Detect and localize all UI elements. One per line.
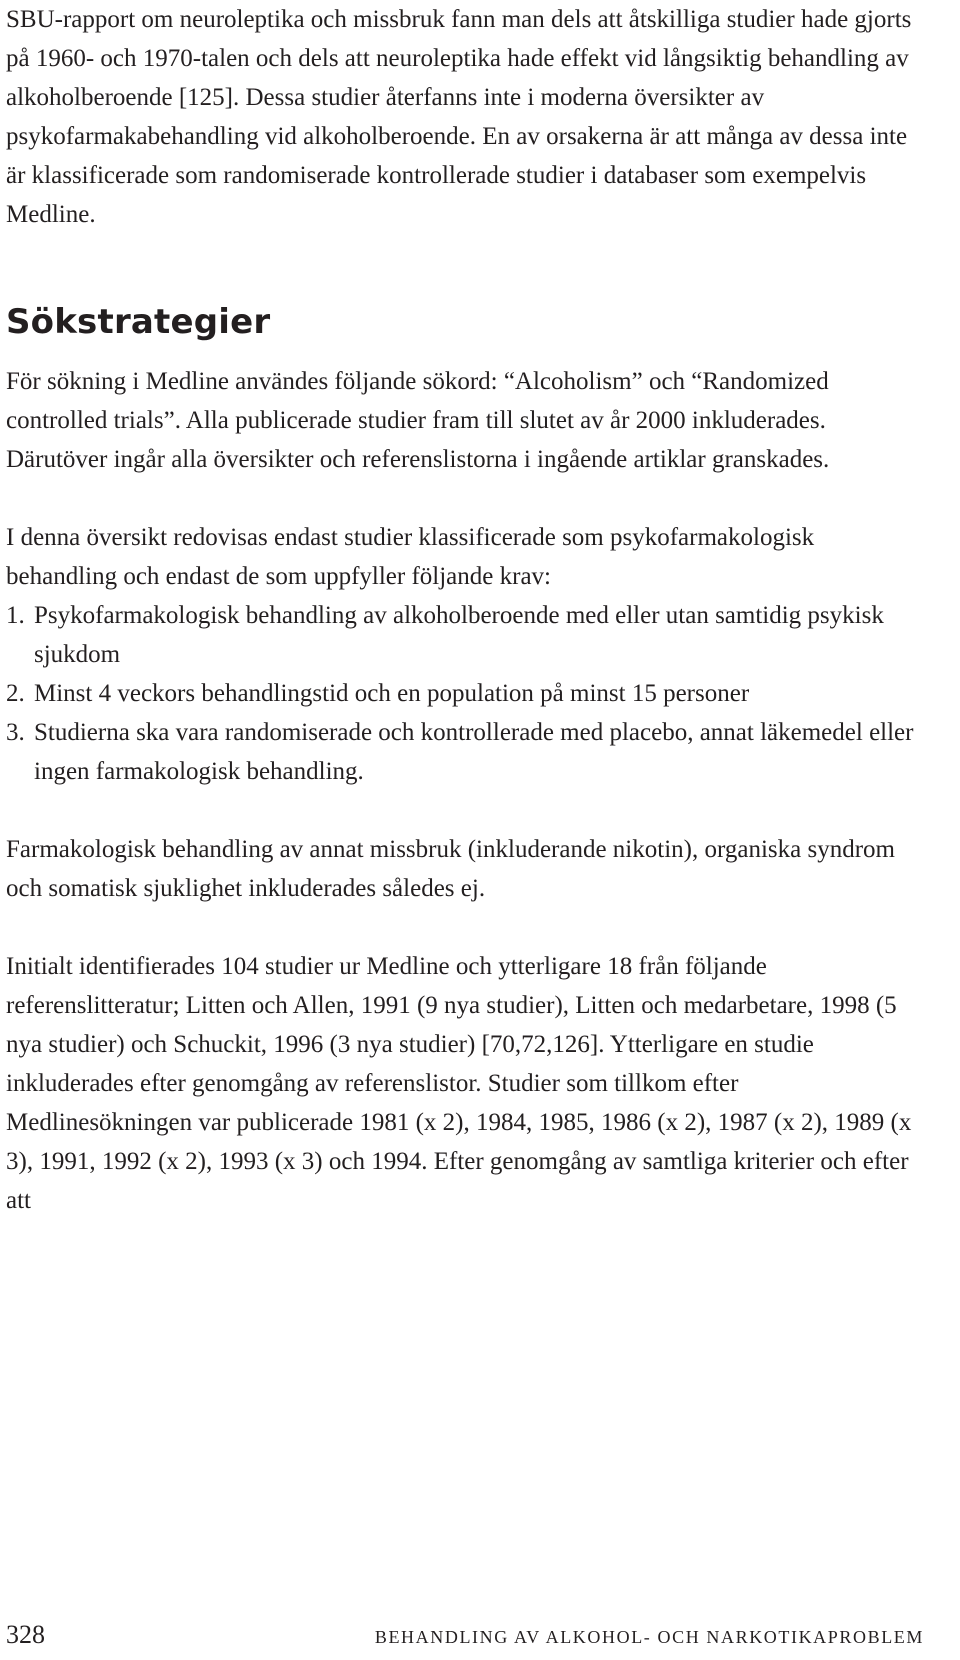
page-footer — [6, 1620, 924, 1650]
criteria-text: Psykofarmakologisk behandling av alkoholberoende med eller utan samtidig psykisk sjukdom — [34, 602, 884, 668]
criteria-text: Minst 4 veckors behandlingstid och en population på minst 15 personer — [34, 680, 750, 707]
criteria-intro-paragraph: I denna översikt redovisas endast studier klassificerade som psykofarmakologisk behandling och endast de som uppfyller följande krav: — [6, 524, 815, 590]
criteria-number: 3. — [6, 719, 25, 746]
page-number: 328 — [6, 1620, 45, 1649]
criteria-number: 1. — [6, 602, 25, 629]
criteria-number: 2. — [6, 680, 25, 707]
criteria-list-item — [6, 596, 916, 674]
running-title: BEHANDLING AV ALKOHOL- OCH NARKOTIKAPROBLEM — [374, 1627, 924, 1647]
intro-paragraph: SBU-rapport om neuroleptika och missbruk fann man dels att åtskilliga studier hade gjorts på 1960- och 1970-talen och dels att neuroleptika hade effekt vid långsiktig behandling av alkoholberoende [125]. Dessa studier återfanns inte i moderna översikter av psykofarmakabehandling vid alkoholberoende. En av orsakerna är att många av dessa inte är klassificerade som randomiserade kontrollerade studier i databaser som exempelvis Medline. — [6, 6, 912, 228]
criteria-list-item — [6, 713, 916, 791]
exclusion-paragraph: Farmakologisk behandling av annat missbruk (inkluderande nikotin), organiska syndrom och somatisk sjuklighet inkluderades således ej. — [6, 836, 895, 902]
criteria-text: Studierna ska vara randomiserade och kontrollerade med placebo, annat läkemedel eller ingen farmakologisk behandling. — [34, 719, 914, 785]
document-page — [6, 0, 916, 1220]
identified-studies-paragraph: Initialt identifierades 104 studier ur Medline och ytterligare 18 från följande referenslitteratur; Litten och Allen, 1991 (9 nya studier), Litten och medarbetare, 1998 (5 nya studier) och Schuckit, 1996 (3 nya studier) [70,72,126]. Ytterligare en studie inkluderades efter genomgång av referenslistor. Studier som tillkom efter Medlinesökningen var publicerade 1981 (x 2), 1984, 1985, 1986 (x 2), 1987 (x 2), 1989 (x 3), 1991, 1992 (x 2), 1993 (x 3) och 1994. Efter genomgång av samtliga kriterier och efter att — [6, 953, 912, 1214]
search-strategy-paragraph: För sökning i Medline användes följande sökord: “Alcoholism” och “Randomized controlled trials”. Alla publicerade studier fram till slutet av år 2000 inkluderades. Därutöver ingår alla översikter och referenslistorna i ingående artiklar granskades. — [6, 368, 830, 473]
criteria-list-item — [6, 674, 916, 713]
section-heading: Sökstrategier — [6, 302, 271, 342]
